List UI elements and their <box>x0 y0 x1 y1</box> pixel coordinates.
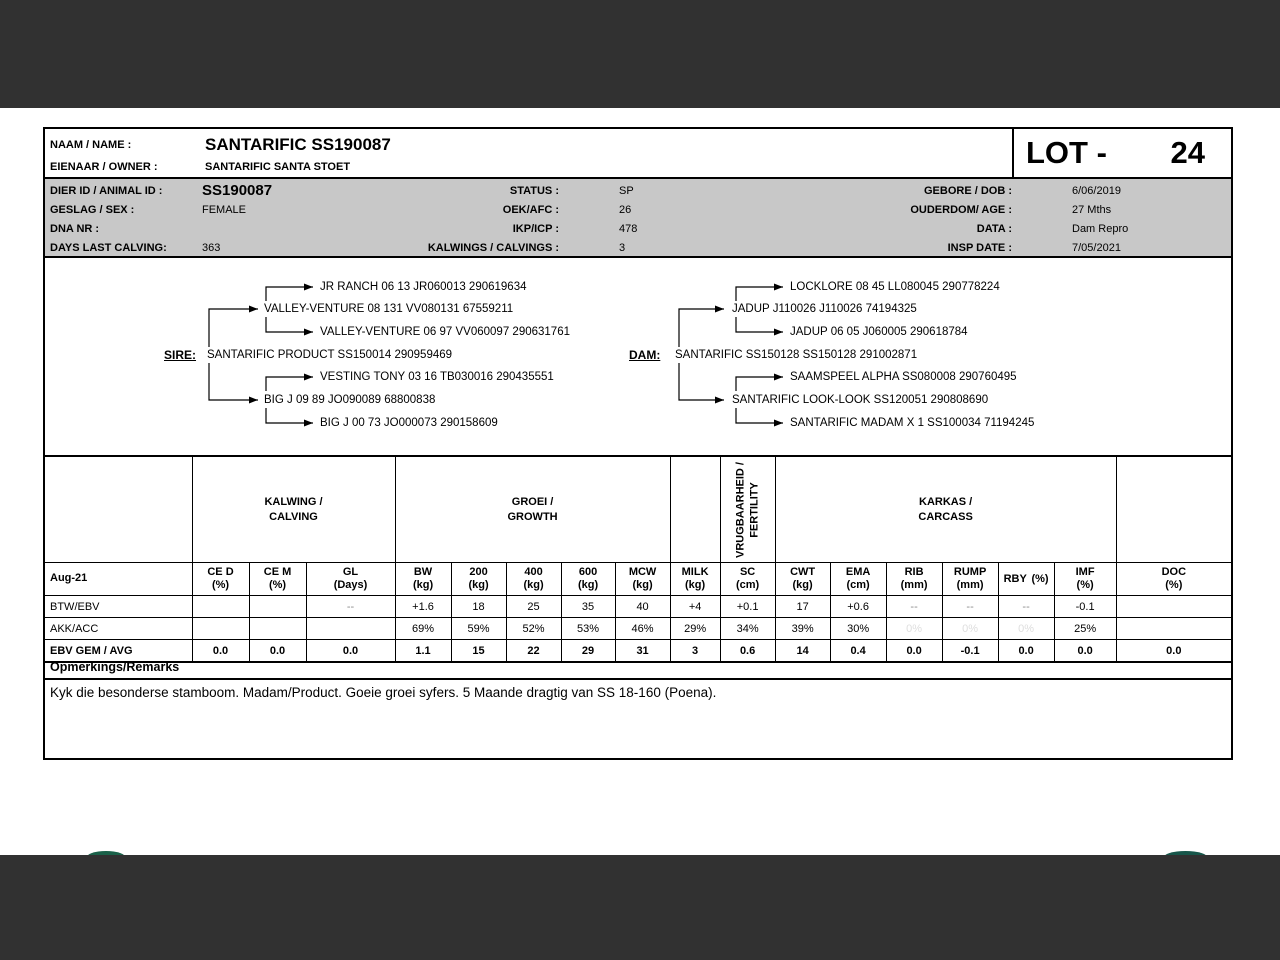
ebv-column-header: CWT (kg) <box>775 563 830 596</box>
pedigree-node-dam-sire-dam: JADUP 06 05 J060005 290618784 <box>790 326 968 338</box>
ebv-value-cell <box>192 596 249 618</box>
ebv-value-cell: 18 <box>451 596 506 618</box>
ebv-table <box>45 455 1231 663</box>
ebv-column-header: CE M (%) <box>249 563 306 596</box>
ebv-value-cell: -- <box>886 596 942 618</box>
ebv-group-header-row <box>45 456 1231 563</box>
ebv-value-cell: 34% <box>720 618 775 640</box>
ebv-value-cell: -- <box>306 596 395 618</box>
info-value: Dam Repro <box>1072 222 1129 235</box>
pedigree-node-sire-dam: BIG J 09 89 JO090089 68800838 <box>264 394 436 406</box>
ebv-row-label: EBV GEM / AVG <box>45 640 192 663</box>
ebv-column-header: 200 (kg) <box>451 563 506 596</box>
animal-info-band <box>45 179 1231 258</box>
info-label: OUDERDOM/ AGE : <box>910 203 1012 216</box>
ebv-value-cell: 25% <box>1054 618 1116 640</box>
ebv-column-header: IMF (%) <box>1054 563 1116 596</box>
ebv-row-label: AKK/ACC <box>45 618 192 640</box>
title-section <box>45 129 1231 179</box>
ebv-value-cell: 0.6 <box>720 640 775 663</box>
pedigree-node-sire-sire-sire: JR RANCH 06 13 JR060013 290619634 <box>320 281 527 293</box>
pedigree-node-dam-dam: SANTARIFIC LOOK-LOOK SS120051 290808690 <box>732 394 989 406</box>
info-value: 7/05/2021 <box>1072 241 1121 254</box>
ebv-value-cell: +1.6 <box>395 596 451 618</box>
ebv-value-cell: 17 <box>775 596 830 618</box>
sire-label: SIRE: <box>164 348 197 362</box>
ebv-value-cell: 40 <box>615 596 670 618</box>
ebv-column-header: MCW (kg) <box>615 563 670 596</box>
ebv-value-cell <box>192 618 249 640</box>
ebv-value-cell: 25 <box>506 596 561 618</box>
ebv-value-cell: +0.6 <box>830 596 886 618</box>
ebv-value-cell <box>249 618 306 640</box>
ebv-value-cell: 3 <box>670 640 720 663</box>
ebv-group-empty <box>1116 456 1231 563</box>
lot-label: LOT - <box>1026 135 1107 170</box>
ebv-value-cell: +0.1 <box>720 596 775 618</box>
ebv-column-header-row <box>45 563 1231 596</box>
info-value: 363 <box>202 241 221 254</box>
ebv-row <box>45 596 1231 618</box>
ebv-column-header: MILK (kg) <box>670 563 720 596</box>
pedigree-node-dam-dam-sire: SAAMSPEEL ALPHA SS080008 290760495 <box>790 371 1017 383</box>
ebv-group-empty <box>45 456 192 563</box>
ebv-value-cell: +4 <box>670 596 720 618</box>
ebv-column-header: CE D (%) <box>192 563 249 596</box>
ebv-value-cell: 0.0 <box>1054 640 1116 663</box>
ebv-value-cell: 0.0 <box>998 640 1054 663</box>
bottom-band <box>0 855 1280 960</box>
remarks-label: Opmerkings/Remarks <box>45 653 1231 680</box>
info-value: SP <box>619 184 634 197</box>
ebv-value-cell <box>1116 596 1231 618</box>
ebv-value-cell: 1.1 <box>395 640 451 663</box>
ebv-value-cell: 29% <box>670 618 720 640</box>
lot-box <box>1012 129 1231 177</box>
ebv-column-header: DOC (%) <box>1116 563 1231 596</box>
ebv-value-cell: 0.0 <box>192 640 249 663</box>
ebv-value-cell: 22 <box>506 640 561 663</box>
info-label: GESLAG / SEX : <box>50 203 135 216</box>
ebv-row-label: BTW/EBV <box>45 596 192 618</box>
ebv-group-carcass: KARKAS / CARCASS <box>775 456 1116 563</box>
ebv-column-header: RIB (mm) <box>886 563 942 596</box>
ebv-value-cell: 39% <box>775 618 830 640</box>
info-label: DIER ID / ANIMAL ID : <box>50 184 163 197</box>
ebv-column-header: GL (Days) <box>306 563 395 596</box>
owner-label: EIENAAR / OWNER : <box>50 161 158 173</box>
info-label: GEBORE / DOB : <box>923 184 1012 197</box>
info-label: KALWINGS / CALVINGS : <box>427 241 559 254</box>
ebv-row <box>45 618 1231 640</box>
pedigree-section <box>45 258 1231 455</box>
ebv-column-header: EMA (cm) <box>830 563 886 596</box>
ebv-column-header: BW (kg) <box>395 563 451 596</box>
info-value: 478 <box>619 222 638 235</box>
top-band <box>0 0 1280 108</box>
pedigree-node-sire-sire: VALLEY-VENTURE 08 131 VV080131 67559211 <box>264 303 514 315</box>
info-label: DNA NR : <box>50 222 100 235</box>
info-value: 27 Mths <box>1072 203 1112 216</box>
ebv-value-cell: -- <box>998 596 1054 618</box>
ebv-value-cell <box>306 618 395 640</box>
info-label: IKP/ICP : <box>512 222 559 235</box>
ebv-column-header: RUMP (mm) <box>942 563 998 596</box>
ebv-value-cell: 0.4 <box>830 640 886 663</box>
info-value: FEMALE <box>202 203 247 216</box>
pedigree-node-dam-sire-sire: LOCKLORE 08 45 LL080045 290778224 <box>790 281 1000 293</box>
lot-number: 24 <box>1170 135 1205 170</box>
dam-label: DAM: <box>629 348 661 362</box>
ebv-value-cell: 0% <box>942 618 998 640</box>
pedigree-node-dam: SANTARIFIC SS150128 SS150128 291002871 <box>675 349 918 361</box>
ebv-value-cell: 0.0 <box>249 640 306 663</box>
ebv-value-cell: 46% <box>615 618 670 640</box>
ebv-column-header: 400 (kg) <box>506 563 561 596</box>
pedigree-node-sire-dam-dam: BIG J 00 73 JO000073 290158609 <box>320 417 498 429</box>
ebv-value-cell: -- <box>942 596 998 618</box>
ebv-value-cell <box>1116 618 1231 640</box>
info-label: DATA : <box>976 222 1012 235</box>
ebv-column-header: SC (cm) <box>720 563 775 596</box>
name-row <box>45 132 1005 158</box>
ebv-value-cell: 0.0 <box>306 640 395 663</box>
pedigree-node-sire-sire-dam: VALLEY-VENTURE 06 97 VV060097 290631761 <box>320 326 570 338</box>
ebv-value-cell: 0.0 <box>1116 640 1231 663</box>
ebv-value-cell: 35 <box>561 596 615 618</box>
ebv-value-cell: 59% <box>451 618 506 640</box>
ebv-value-cell: 29 <box>561 640 615 663</box>
remarks-text: Kyk die besonderse stamboom. Madam/Product. Goeie groei syfers. 5 Maande dragtig van SS 18-160 (Poena). <box>50 685 717 700</box>
pedigree-node-dam-sire: JADUP J110026 J110026 74194325 <box>732 303 917 315</box>
ebv-group-calving: KALWING / CALVING <box>192 456 395 563</box>
pedigree-node-sire-dam-sire: VESTING TONY 03 16 TB030016 290435551 <box>320 371 554 383</box>
remarks-section <box>45 653 1231 700</box>
ebv-value-cell: 15 <box>451 640 506 663</box>
ebv-column-header: RBY (%) <box>998 563 1054 596</box>
ebv-value-cell: 53% <box>561 618 615 640</box>
ebv-value-cell: 0% <box>998 618 1054 640</box>
ebv-value-cell: 0.0 <box>886 640 942 663</box>
ebv-value-cell: 14 <box>775 640 830 663</box>
ebv-value-cell: 69% <box>395 618 451 640</box>
info-label: DAYS LAST CALVING: <box>50 241 167 254</box>
ebv-value-cell: 31 <box>615 640 670 663</box>
animal-id: SS190087 <box>202 182 273 199</box>
owner-row <box>45 158 1005 176</box>
name-label: NAAM / NAME : <box>50 139 132 151</box>
ebv-group-fertility: VRUGBAARHEID / FERTILITY <box>720 456 775 563</box>
ebv-value-cell: -0.1 <box>1054 596 1116 618</box>
info-value: 6/06/2019 <box>1072 184 1121 197</box>
pedigree-node-dam-dam-dam: SANTARIFIC MADAM X 1 SS100034 71194245 <box>790 417 1035 429</box>
info-value: 26 <box>619 203 632 216</box>
ebv-group-growth: GROEI / GROWTH <box>395 456 670 563</box>
ebv-value-cell <box>249 596 306 618</box>
ebv-value-cell: 30% <box>830 618 886 640</box>
ebv-date-label: Aug-21 <box>45 563 192 596</box>
ebv-column-header: 600 (kg) <box>561 563 615 596</box>
animal-name: SANTARIFIC SS190087 <box>205 135 391 154</box>
ebv-group-empty <box>670 456 720 563</box>
ebv-value-cell: 52% <box>506 618 561 640</box>
ebv-value-cell: 0% <box>886 618 942 640</box>
info-value: 3 <box>619 241 626 254</box>
info-label: INSP DATE : <box>947 241 1012 254</box>
ebv-value-cell: -0.1 <box>942 640 998 663</box>
pedigree-node-sire: SANTARIFIC PRODUCT SS150014 290959469 <box>207 349 453 361</box>
info-label: STATUS : <box>509 184 559 197</box>
catalog-sheet <box>43 127 1233 760</box>
owner-name: SANTARIFIC SANTA STOET <box>205 161 351 173</box>
info-label: OEK/AFC : <box>502 203 559 216</box>
